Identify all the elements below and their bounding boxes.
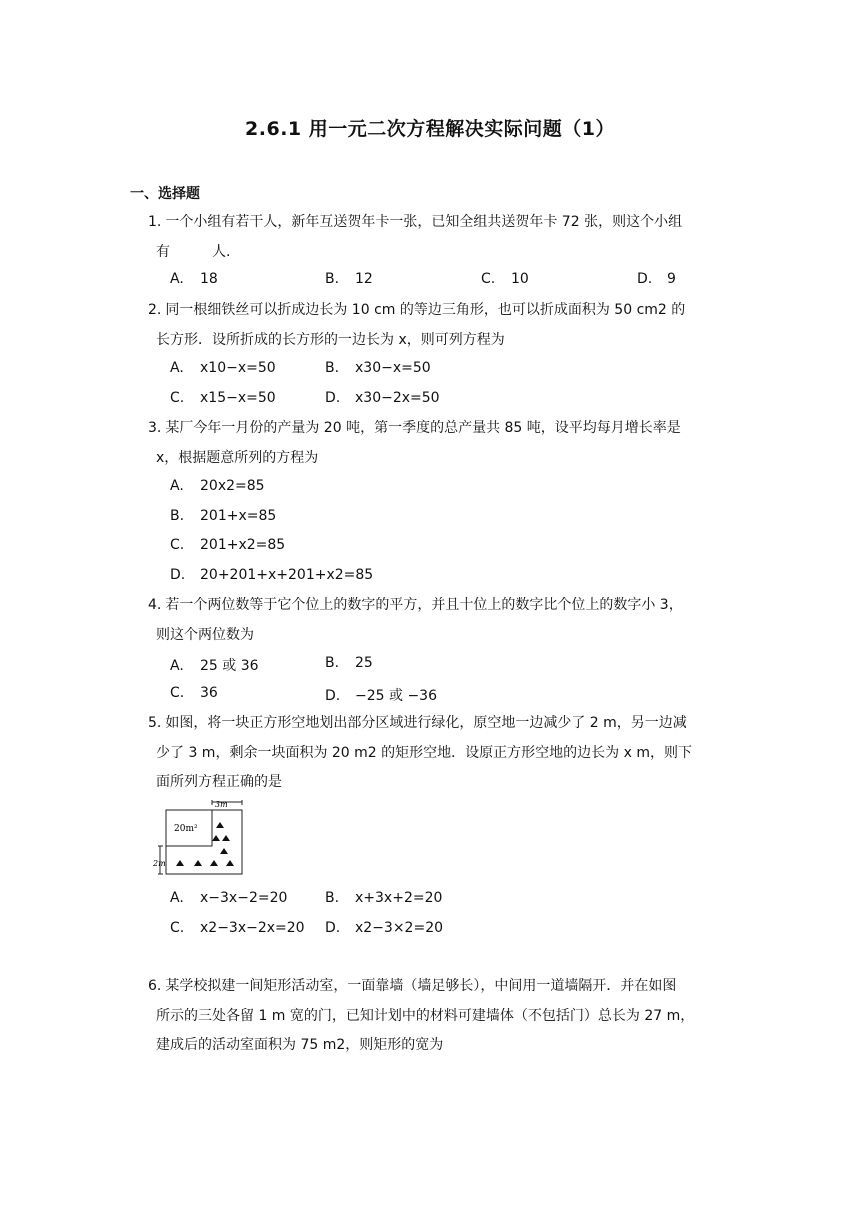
question-text-line: 少了 3 m，剩余一块面积为 20 m2 的矩形空地．设原正方形空地的边长为 x m，则下 bbox=[156, 744, 692, 761]
question-text-line: 则这个两位数为 bbox=[156, 626, 254, 643]
question-text-line: 一个小组有若干人，新年互送贺年卡一张，已知全组共送贺年卡 72 张，则这个小组 bbox=[165, 214, 683, 230]
option-c[interactable] bbox=[481, 271, 529, 287]
question-6 bbox=[148, 972, 732, 1061]
question-number: 1. bbox=[148, 214, 162, 230]
question-number: 2. bbox=[148, 302, 162, 318]
option-text: 20x2=85 bbox=[200, 478, 265, 494]
option-text: 20+201+x+201+x2=85 bbox=[200, 567, 374, 583]
top-dimension-label: 3m bbox=[215, 800, 228, 809]
option-text: x2−3×2=20 bbox=[355, 920, 444, 936]
option-label: C. bbox=[481, 271, 496, 287]
question-text-line: x，根据题意所列的方程为 bbox=[156, 449, 319, 466]
tree-marker-icon bbox=[226, 860, 234, 866]
option-label: D. bbox=[325, 390, 341, 406]
option-text: 36 bbox=[200, 685, 218, 701]
option-text: 18 bbox=[200, 271, 218, 287]
option-a[interactable] bbox=[170, 360, 276, 376]
option-c[interactable] bbox=[170, 685, 218, 701]
question-text-line: 面所列方程正确的是 bbox=[156, 774, 282, 790]
question-text-line: 同一根细铁丝可以折成边长为 10 cm 的等边三角形，也可以折成面积为 50 cm2 的 bbox=[165, 302, 686, 318]
question-text-line: 某厂今年一月份的产量为 20 吨，第一季度的总产量共 85 吨，设平均每月增长率是 bbox=[165, 420, 681, 436]
option-text: x10−x=50 bbox=[200, 360, 276, 376]
option-label: D. bbox=[637, 271, 653, 287]
option-label: A. bbox=[170, 478, 184, 494]
question-text-line: 长方形．设所折成的长方形的一边长为 x，则可列方程为 bbox=[156, 331, 505, 348]
question-2 bbox=[148, 296, 732, 355]
question-number: 4. bbox=[148, 597, 162, 613]
tree-marker-icon bbox=[222, 835, 230, 841]
option-text: 9 bbox=[667, 271, 676, 287]
option-text: 201+x2=85 bbox=[200, 537, 286, 553]
option-label: C. bbox=[170, 537, 185, 553]
tree-marker-icon bbox=[210, 860, 218, 866]
question-text-line: 如图，将一块正方形空地划出部分区域进行绿化，原空地一边减少了 2 m，另一边减 bbox=[165, 715, 687, 731]
option-a[interactable] bbox=[170, 271, 218, 287]
option-label: D. bbox=[170, 567, 186, 583]
option-d[interactable] bbox=[170, 567, 373, 583]
option-d[interactable] bbox=[637, 271, 676, 287]
option-b[interactable] bbox=[325, 655, 373, 671]
square-plot-figure bbox=[153, 798, 256, 884]
section-heading: 一、选择题 bbox=[130, 186, 200, 202]
question-3 bbox=[148, 414, 732, 473]
option-label: A. bbox=[170, 360, 184, 376]
option-text: x30−x=50 bbox=[355, 360, 431, 376]
tree-marker-icon bbox=[176, 860, 184, 866]
question-4 bbox=[148, 591, 732, 650]
option-label: C. bbox=[170, 390, 185, 406]
tree-marker-icon bbox=[212, 835, 220, 841]
option-text: x30−2x=50 bbox=[355, 390, 440, 406]
question-text-line: 所示的三处各留 1 m 宽的门，已知计划中的材料可建墙体（不包括门）总长为 27 m， bbox=[156, 1007, 695, 1024]
option-label: D. bbox=[325, 688, 341, 704]
option-b[interactable] bbox=[170, 508, 276, 524]
option-text: x15−x=50 bbox=[200, 390, 276, 406]
option-a[interactable] bbox=[170, 478, 265, 494]
option-b[interactable] bbox=[325, 360, 431, 376]
tree-marker-icon bbox=[194, 860, 202, 866]
option-text: 25 或 36 bbox=[200, 658, 259, 674]
question-5 bbox=[148, 709, 732, 798]
option-text: x−3x−2=20 bbox=[200, 890, 288, 906]
option-label: C. bbox=[170, 920, 185, 936]
tree-marker-icon bbox=[216, 822, 224, 828]
question-text-line: 建成后的活动室面积为 75 m2，则矩形的宽为 bbox=[156, 1037, 444, 1053]
option-c[interactable] bbox=[170, 920, 305, 936]
question-number: 3. bbox=[148, 420, 162, 436]
option-text: x2−3x−2x=20 bbox=[200, 920, 305, 936]
side-dimension-label: 2m bbox=[153, 859, 166, 868]
option-text: 10 bbox=[511, 271, 529, 287]
option-a[interactable] bbox=[170, 890, 287, 906]
option-label: A. bbox=[170, 890, 184, 906]
question-text-line: 有 人. bbox=[156, 243, 231, 260]
question-number: 6. bbox=[148, 978, 162, 994]
option-a[interactable] bbox=[170, 655, 259, 675]
question-number: 5. bbox=[148, 715, 162, 731]
option-b[interactable] bbox=[325, 890, 442, 906]
question-text-line: 某学校拟建一间矩形活动室，一面靠墙（墙足够长），中间用一道墙隔开．并在如图 bbox=[165, 978, 677, 994]
option-d[interactable] bbox=[325, 685, 437, 705]
area-label: 20m² bbox=[174, 824, 198, 834]
option-c[interactable] bbox=[170, 390, 276, 406]
option-text: 201+x=85 bbox=[200, 508, 277, 524]
option-d[interactable] bbox=[325, 390, 440, 406]
question-1 bbox=[148, 208, 732, 267]
tree-marker-icon bbox=[220, 848, 228, 854]
option-label: D. bbox=[325, 920, 341, 936]
option-label: A. bbox=[170, 271, 184, 287]
option-text: −25 或 −36 bbox=[355, 688, 437, 704]
option-c[interactable] bbox=[170, 537, 285, 553]
option-d[interactable] bbox=[325, 920, 443, 936]
option-b[interactable] bbox=[325, 271, 373, 287]
option-label: B. bbox=[325, 890, 340, 906]
option-label: B. bbox=[325, 271, 340, 287]
option-text: 25 bbox=[355, 655, 373, 671]
option-text: 12 bbox=[355, 271, 373, 287]
option-label: A. bbox=[170, 658, 184, 674]
option-label: C. bbox=[170, 685, 185, 701]
question-text-line: 若一个两位数等于它个位上的数字的平方，并且十位上的数字比个位上的数字小 3， bbox=[165, 597, 683, 613]
option-label: B. bbox=[170, 508, 185, 524]
option-label: B. bbox=[325, 655, 340, 671]
option-text: x+3x+2=20 bbox=[355, 890, 443, 906]
option-label: B. bbox=[325, 360, 340, 376]
page-title: 2.6.1 用一元二次方程解决实际问题（1） bbox=[245, 118, 615, 140]
